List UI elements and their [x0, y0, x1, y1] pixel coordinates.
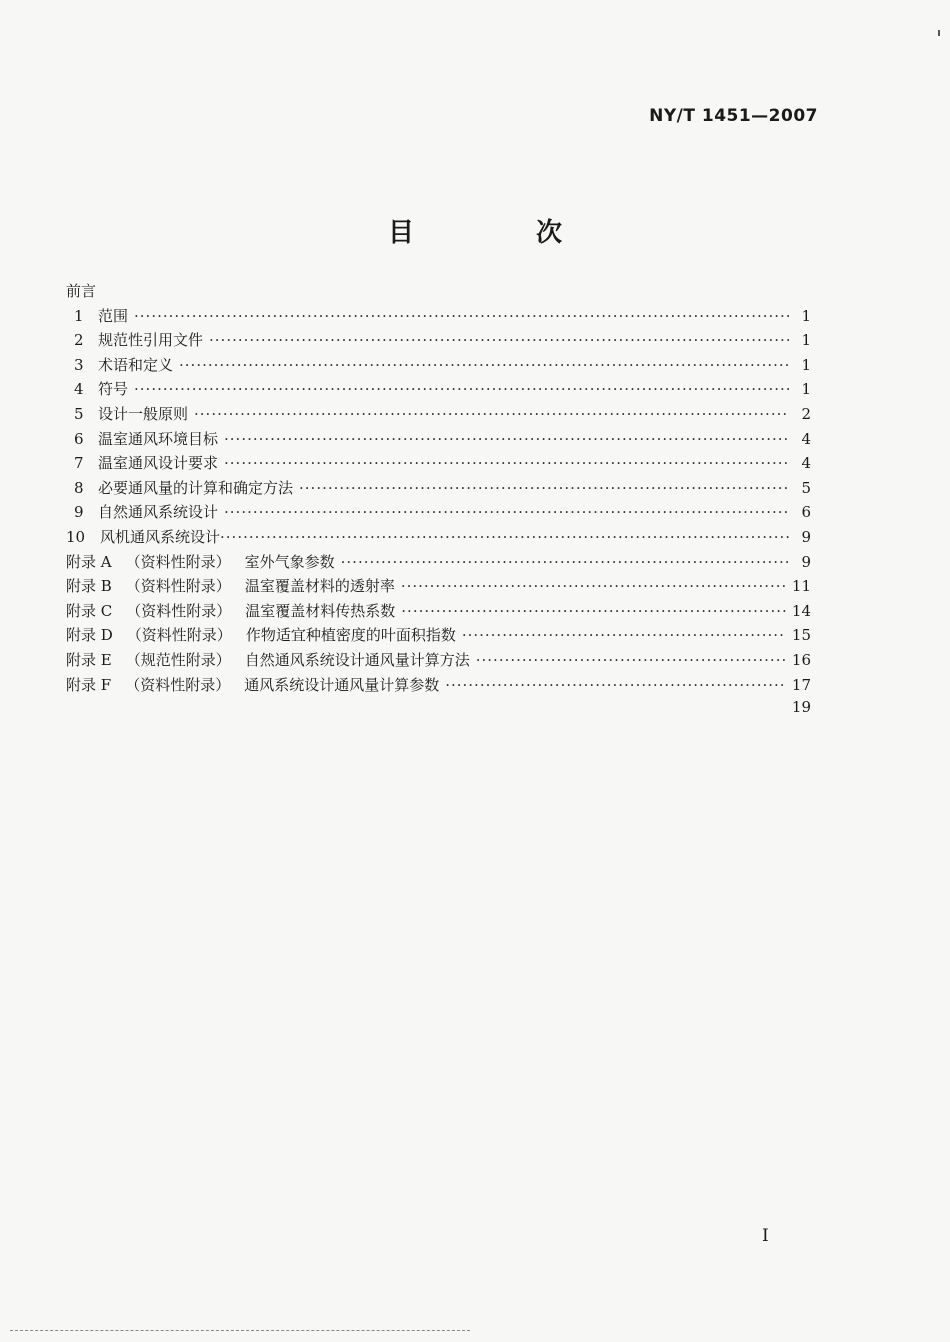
- appendix-page: 9: [801, 552, 811, 571]
- appendix-label: 自然通风系统设计通风量计算方法: [244, 650, 470, 669]
- appendix-label: 温室覆盖材料传热系数: [245, 601, 396, 620]
- toc-entry[interactable]: [74, 378, 811, 403]
- toc-entry-number: 7: [74, 454, 84, 473]
- toc-entry-page: 9: [801, 527, 811, 546]
- appendix-type: （资料性附录）: [125, 675, 231, 694]
- dot-leader: [445, 676, 786, 694]
- bottom-rule: [10, 1330, 470, 1331]
- appendix-page: 17: [791, 675, 811, 694]
- table-of-contents: [66, 280, 811, 723]
- toc-entry-label: 必要通风量的计算和确定方法: [98, 478, 294, 497]
- toc-entry-label: 风机通风系统设计: [100, 527, 221, 546]
- appendix-type: （资料性附录）: [125, 577, 231, 596]
- dot-leader: [476, 651, 786, 669]
- toc-entry-page: 1: [801, 331, 811, 350]
- toc-entry[interactable]: [74, 403, 811, 428]
- toc-entry-number: 3: [74, 355, 84, 374]
- appendix-page: 19: [791, 698, 811, 717]
- appendix-type: （资料性附录）: [126, 601, 232, 620]
- page-number: I: [762, 1226, 769, 1246]
- appendix-label: 温室覆盖材料的透射率: [244, 577, 395, 596]
- page-title: 目 次: [387, 218, 610, 248]
- scan-edge-mark: [938, 30, 940, 36]
- toc-entry-label: 自然通风系统设计: [98, 503, 219, 522]
- dot-leader: [299, 479, 789, 497]
- dot-leader: [462, 626, 786, 644]
- toc-entry[interactable]: [66, 526, 811, 551]
- toc-entry-page: 1: [801, 355, 811, 374]
- toc-entry-number: 4: [74, 380, 84, 399]
- toc-entry[interactable]: [74, 477, 811, 502]
- toc-entry-page: 1: [801, 306, 811, 325]
- dot-leader: [209, 331, 789, 349]
- toc-entry[interactable]: [74, 428, 811, 453]
- dot-leader: [401, 602, 786, 620]
- appendix-label: 通风系统设计通风量计算参数: [244, 675, 440, 694]
- toc-entry-page: 4: [801, 429, 811, 448]
- dot-leader: [220, 528, 789, 546]
- toc-appendix-entry[interactable]: [66, 674, 811, 699]
- toc-entry-number: 9: [74, 503, 84, 522]
- dot-leader: [224, 454, 789, 472]
- toc-entry-page: 1: [801, 380, 811, 399]
- appendix-number: 附录 D: [66, 626, 113, 645]
- toc-entry-number: 8: [74, 478, 84, 497]
- toc-entry-label: 温室通风环境目标: [98, 429, 219, 448]
- dot-leader: [134, 380, 789, 398]
- appendix-page: 11: [791, 577, 811, 596]
- standard-number: NY/T 1451—2007: [649, 106, 818, 126]
- toc-entry[interactable]: [74, 305, 811, 330]
- appendix-number: 附录 C: [66, 601, 113, 620]
- dot-leader: [134, 307, 789, 325]
- appendix-type: （资料性附录）: [126, 626, 232, 645]
- toc-entry-number: 10: [66, 527, 86, 546]
- dot-leader: [224, 430, 789, 448]
- appendix-page: 14: [791, 601, 811, 620]
- dot-leader: [179, 356, 789, 374]
- toc-entry-label: 前言: [66, 282, 97, 300]
- toc-entry-label: 设计一般原则: [98, 404, 189, 423]
- toc-entry[interactable]: [74, 501, 811, 526]
- toc-entry-number: 2: [74, 331, 84, 350]
- toc-entry[interactable]: [74, 329, 811, 354]
- appendix-label: 室外气象参数: [244, 552, 335, 571]
- toc-entry-number: 1: [74, 306, 84, 325]
- toc-entry-label: 术语和定义: [98, 355, 174, 374]
- toc-appendix-entry[interactable]: [66, 600, 811, 625]
- toc-entry-page: 2: [801, 404, 811, 423]
- dot-leader: [224, 503, 789, 521]
- toc-entry-label: 范围: [98, 306, 129, 325]
- appendix-label: 作物适宜种植密度的叶面积指数: [245, 626, 456, 645]
- dot-leader: [401, 577, 786, 595]
- toc-entry-page: 4: [801, 454, 811, 473]
- dot-leader: [194, 405, 789, 423]
- appendix-number: 附录 B: [66, 577, 112, 596]
- appendix-type: （资料性附录）: [125, 552, 231, 571]
- toc-entry-number: 6: [74, 429, 84, 448]
- toc-entry[interactable]: [74, 452, 811, 477]
- toc-entry-label: 规范性引用文件: [98, 331, 204, 350]
- appendix-page: 15: [791, 626, 811, 645]
- toc-appendix-entry[interactable]: [66, 624, 811, 649]
- appendix-type: （规范性附录）: [125, 650, 231, 669]
- toc-entry-label: 符号: [98, 380, 129, 399]
- toc-appendix-entry[interactable]: [66, 551, 811, 576]
- toc-entry-number: 5: [74, 404, 84, 423]
- toc-entry[interactable]: [74, 354, 811, 379]
- toc-trailing-page: [66, 698, 811, 723]
- toc-entry-page: 5: [801, 478, 811, 497]
- appendix-number: 附录 A: [66, 552, 112, 571]
- toc-appendix-entry[interactable]: [66, 649, 811, 674]
- toc-entry-foreword[interactable]: [66, 280, 811, 305]
- appendix-number: 附录 F: [66, 675, 112, 694]
- toc-appendix-entry[interactable]: [66, 575, 811, 600]
- appendix-number: 附录 E: [66, 650, 112, 669]
- toc-entry-page: 6: [801, 503, 811, 522]
- toc-entry-label: 温室通风设计要求: [98, 454, 219, 473]
- appendix-page: 16: [791, 650, 811, 669]
- dot-leader: [341, 553, 789, 571]
